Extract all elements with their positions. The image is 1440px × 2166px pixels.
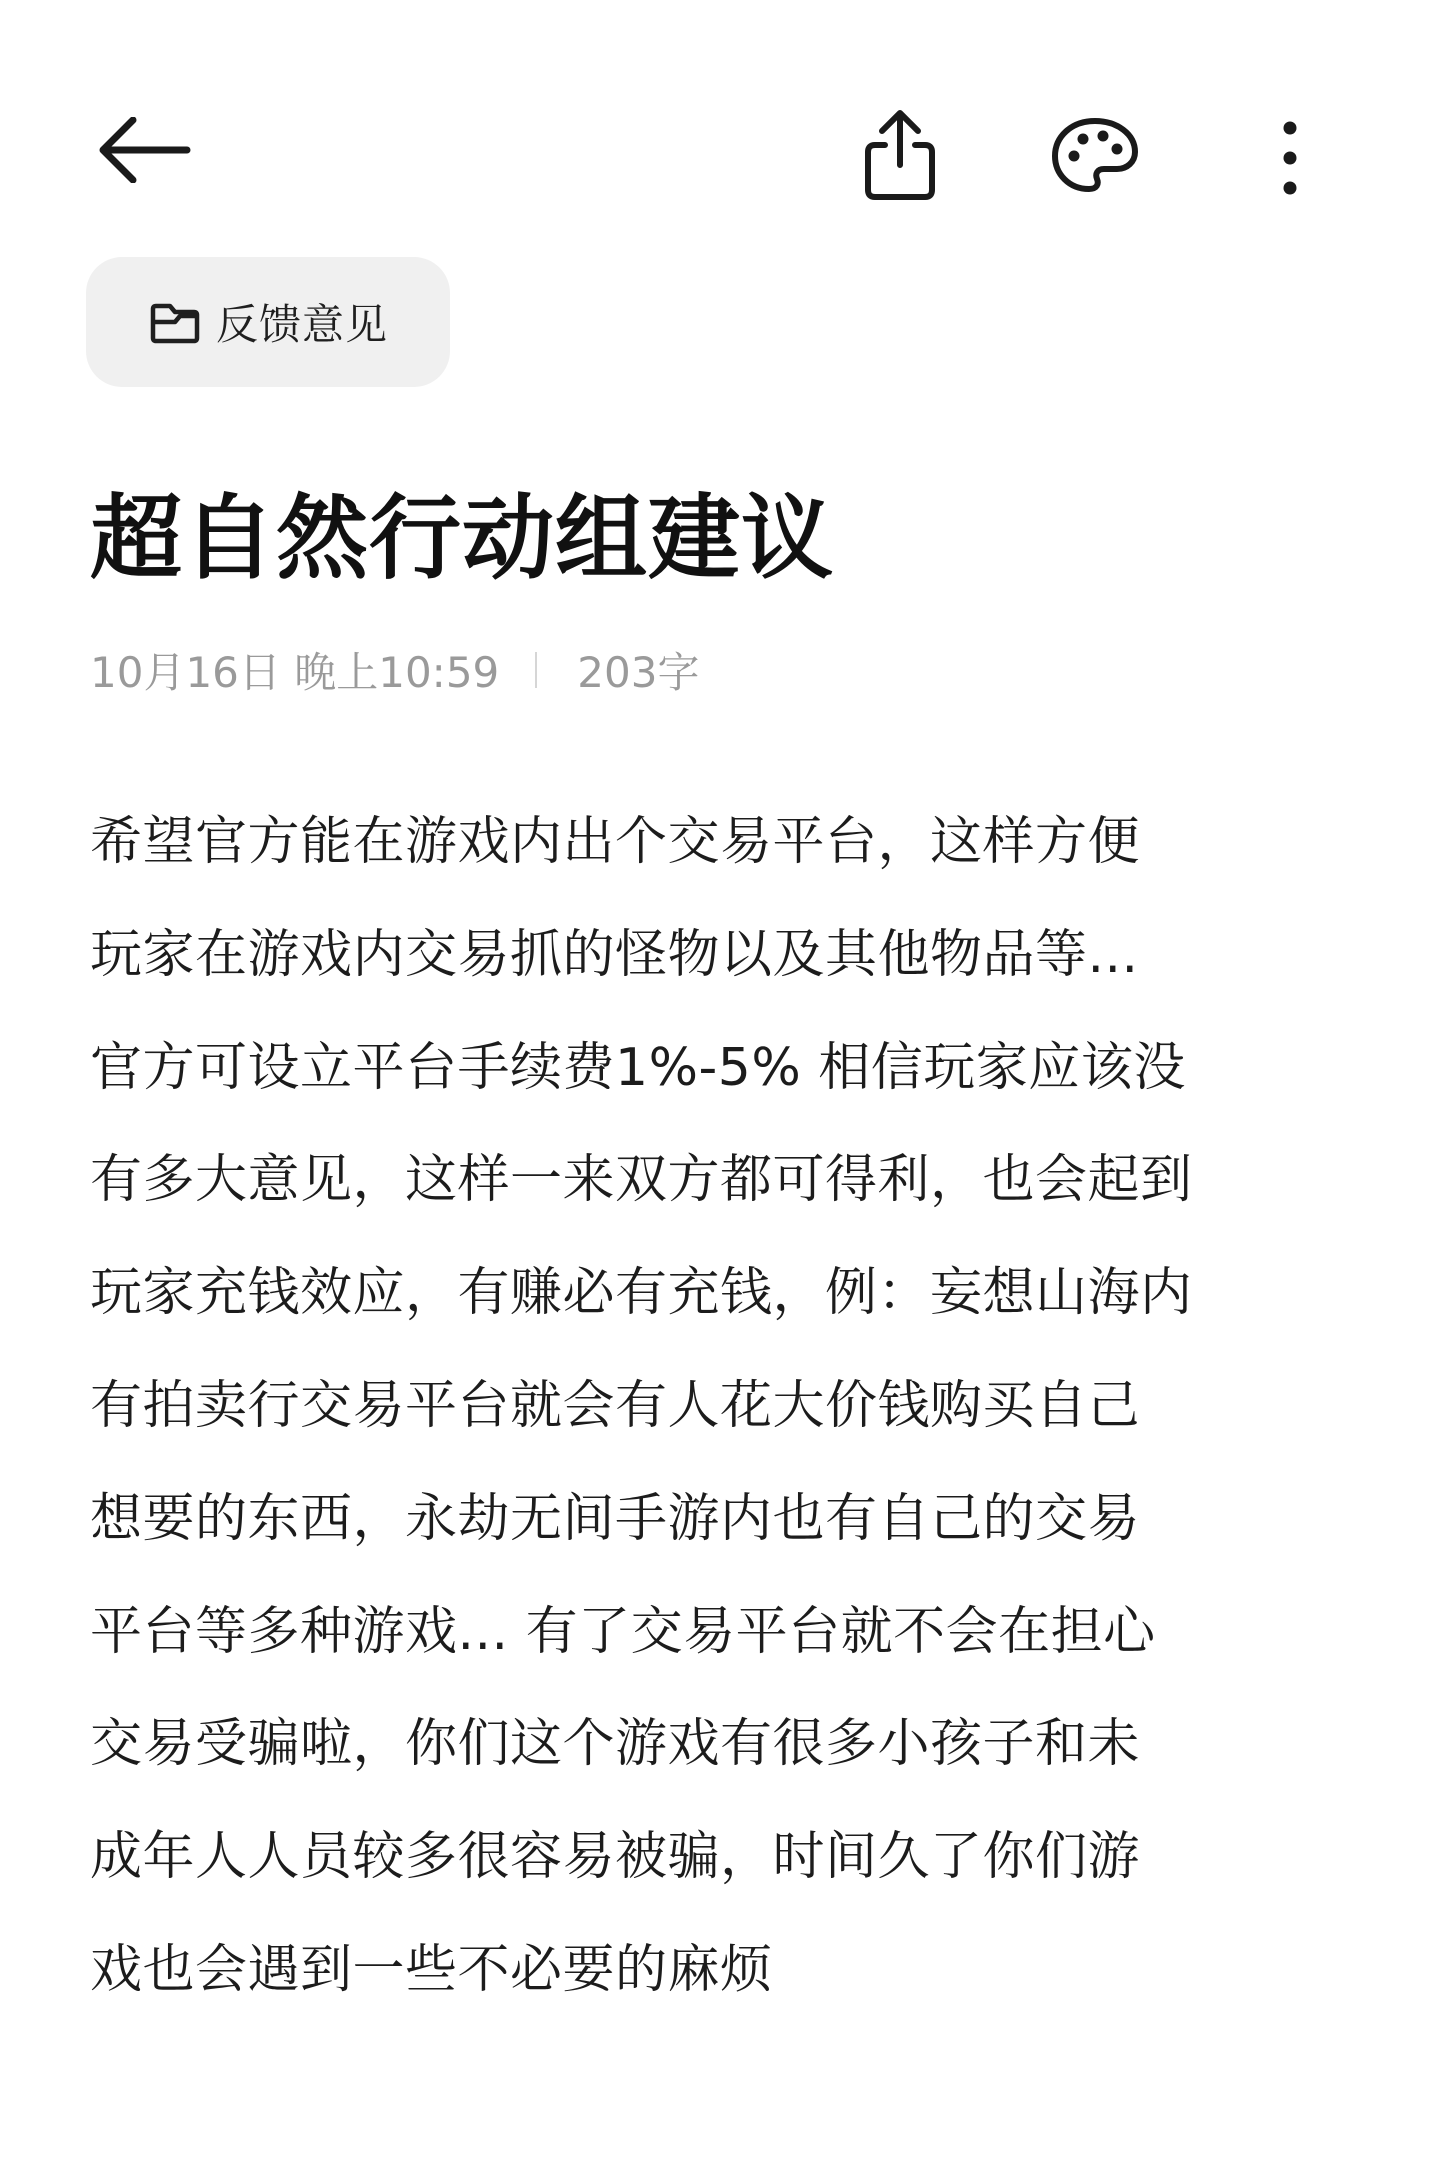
more-options-button[interactable] bbox=[1250, 108, 1330, 208]
note-title[interactable]: 超自然行动组建议 bbox=[90, 485, 835, 592]
note-line: 官方可设立平台手续费1%-5% 相信玩家应该没 bbox=[90, 1037, 1186, 1098]
palette-icon bbox=[1051, 116, 1139, 194]
folder-icon bbox=[150, 300, 200, 344]
share-icon bbox=[863, 107, 937, 203]
note-line: 想要的东西，永劫无间手游内也有自己的交易 bbox=[90, 1488, 1141, 1549]
note-line: 希望官方能在游戏内出个交易平台，这样方便 bbox=[90, 812, 1141, 872]
note-line: 有拍卖行交易平台就会有人花大价钱购买自己 bbox=[90, 1375, 1141, 1436]
folder-label: 反馈意见 bbox=[216, 300, 389, 349]
note-line: 戏也会遇到一些不必要的麻烦 bbox=[90, 1939, 773, 2000]
note-line: 成年人人员较多很容易被骗，时间久了你们游 bbox=[90, 1827, 1141, 1888]
note-line: 交易受骗啦，你们这个游戏有很多小孩子和未 bbox=[90, 1714, 1141, 1775]
note-body[interactable] bbox=[90, 786, 1380, 2027]
note-line: 有多大意见，这样一来双方都可得利，也会起到 bbox=[90, 1150, 1193, 1211]
note-meta bbox=[90, 640, 699, 700]
share-button[interactable] bbox=[850, 100, 950, 210]
top-toolbar bbox=[0, 0, 1440, 300]
more-vertical-icon bbox=[1280, 120, 1300, 196]
folder-chip[interactable] bbox=[86, 257, 450, 387]
meta-divider bbox=[535, 652, 537, 688]
word-count: 203字 bbox=[577, 648, 700, 697]
back-button[interactable] bbox=[95, 110, 195, 190]
note-line: 玩家充钱效应，有赚必有充钱，例：妄想山海内 bbox=[90, 1263, 1193, 1324]
note-date: 10月16日 晚上10:59 bbox=[90, 648, 500, 697]
arrow-left-icon bbox=[99, 117, 191, 183]
note-line: 玩家在游戏内交易抓的怪物以及其他物品等... bbox=[90, 924, 1139, 985]
note-line: 平台等多种游戏... 有了交易平台就不会在担心 bbox=[90, 1601, 1156, 1662]
theme-button[interactable] bbox=[1045, 110, 1145, 200]
